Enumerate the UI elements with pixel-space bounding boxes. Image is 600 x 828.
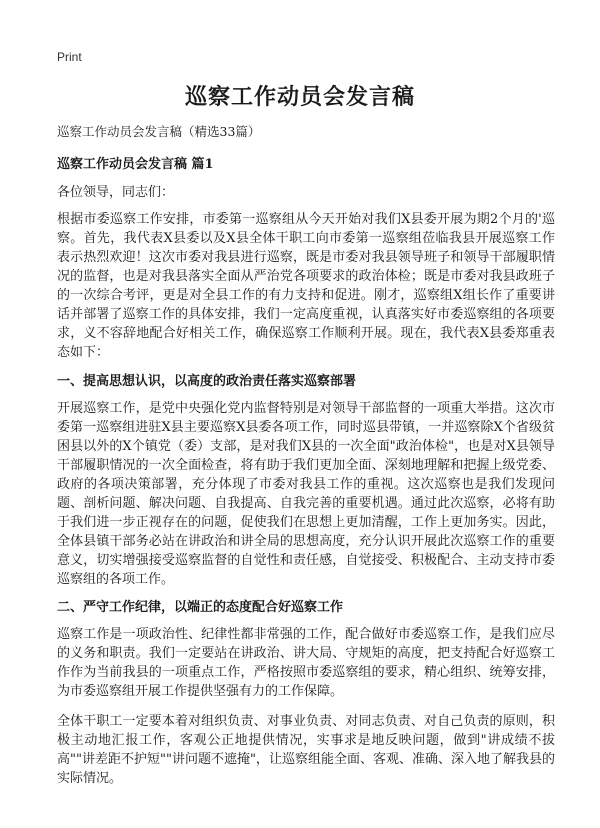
section-title: 巡察工作动员会发言稿 篇1: [57, 157, 214, 172]
body-paragraph-1: 开展巡察工作，是党中央强化党内监督特别是对领导干部监督的一项重大举措。这次市委第一巡察组进驻X县主要巡察X县委各项工作，同时巡县带镇，一并巡察除X个省级贫困县以外的X个镇党（委）支部，是对我们X县的一次全面"政治体检"，也是对X县领导干部履职情况的一次全面检查，将有助于我们更加全面、深刻地理解和把握上级党委、政府的各项决策部署，充分体现了市委对我县工作的重视。这次巡察也是我们发现问题、剖析问题、解决问题、自我提高、自我完善的重要机遇。通过此次巡察，必将有助于我们进一步正视存在的问题，促使我们在思想上更加清醒，工作上更加务实。因此，全体县镇干部务必站在讲政治和讲全局的思想高度，充分认识开展此次巡察工作的重要意义，切实增强接受巡察监督的自觉性和责任感，自觉接受、积极配合、主动支持市委巡察组的各项工作。: [57, 401, 555, 587]
heading-2: 二、严守工作纪律，以端正的态度配合好巡察工作: [57, 600, 344, 615]
body-paragraph-2: 巡察工作是一项政治性、纪律性都非常强的工作，配合做好市委巡察工作，是我们应尽的义务和职责。我们一定要站在讲政治、讲大局、守规矩的高度，把支持配合好巡察工作作为当前我县的一项重点工作，严格按照市委巡察组的要求，精心组织、统筹安排，为市委巡察组开展工作提供坚强有力的工作保障。: [57, 627, 555, 699]
greeting: 各位领导，同志们：: [57, 185, 175, 200]
intro-paragraph: 根据市委巡察工作安排，市委第一巡察组从今天开始对我们X县委开展为期2个月的'巡察。首先，我代表X县委以及X县全体干职工向市委第一巡察组莅临我县开展巡察工作表示热烈欢迎！这次市委对我县进行巡察，既是市委对我县领导班子和领导干部履职情况的监督，也是对我县落实全面从严治党各项要求的政治体检；既是市委对我县政班子的一次综合考评，更是对全县工作的有力支持和促进。刚才，巡察组X组长作了重要讲话并部署了巡察工作的具体安排，我们一定高度重视，认真落实好市委巡察组的各项要求，义不容辞地配合好相关工作，确保巡察工作顺利开展。现在，我代表X县委郑重表态如下：: [57, 212, 555, 360]
document-title: 巡察工作动员会发言稿: [184, 84, 415, 110]
heading-1: 一、提高思想认识，以高度的政治责任落实巡察部署: [57, 374, 357, 389]
body-paragraph-3: 全体干职工一定要本着对组织负责、对事业负责、对同志负责、对自己负责的原则，积极主动地汇报工作，客观公正地提供情况，实事求是地反映问题，做到"讲成绩不拔高""讲差距不护短""讲问题不遮掩"，让巡察组能全面、客观、准确、深入地了解我县的实际情况。: [57, 714, 555, 786]
document-subtitle: 巡察工作动员会发言稿（精选33篇）: [57, 124, 261, 139]
print-link[interactable]: Print: [57, 50, 82, 64]
